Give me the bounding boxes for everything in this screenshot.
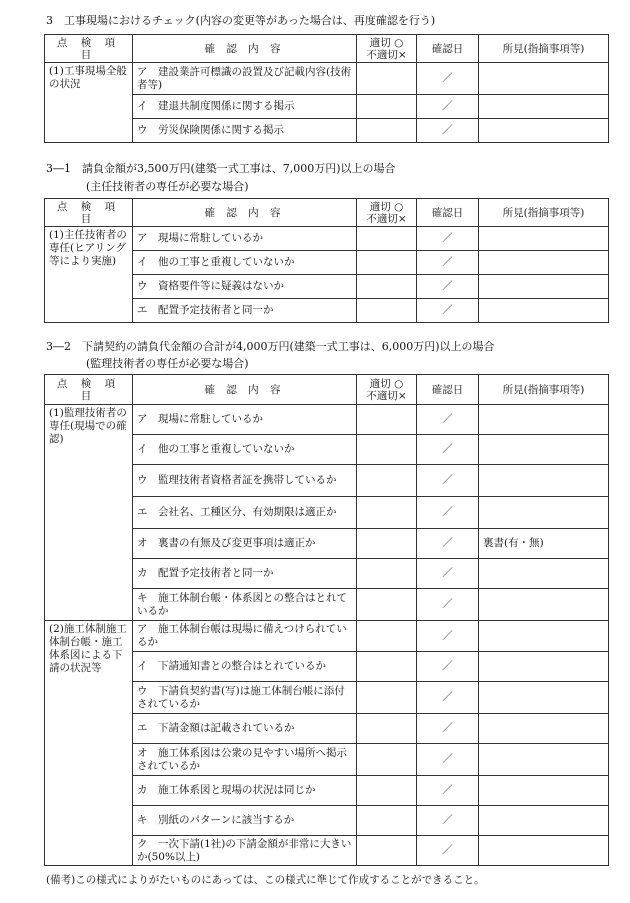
date-cell[interactable]: ／ xyxy=(417,589,479,621)
judge-cell[interactable] xyxy=(357,806,417,836)
check-content: エ 会社名、工種区分、有効期限は適正か xyxy=(133,497,357,529)
date-cell[interactable]: ／ xyxy=(417,405,479,435)
table-row xyxy=(45,63,609,95)
judge-cell[interactable] xyxy=(357,621,417,652)
judge-cell[interactable] xyxy=(357,63,417,95)
header-item: 点 検 項 目 xyxy=(45,35,133,63)
judge-cell[interactable] xyxy=(357,299,417,323)
check-content: ウ 資格要件等に疑義はないか xyxy=(133,275,357,299)
check-content: カ 配置予定技術者と同一か xyxy=(133,559,357,589)
judge-cell[interactable] xyxy=(357,682,417,714)
section1-table xyxy=(44,34,609,143)
remarks-cell[interactable] xyxy=(479,621,609,652)
check-content: エ 配置予定技術者と同一か xyxy=(133,299,357,323)
header-judge: 適切 ○ 不適切× xyxy=(357,35,417,63)
remarks-cell[interactable] xyxy=(479,227,609,251)
header-row xyxy=(45,35,609,63)
judge-cell[interactable] xyxy=(357,776,417,806)
judge-cell[interactable] xyxy=(357,95,417,119)
judge-cell[interactable] xyxy=(357,559,417,589)
table-row xyxy=(45,227,609,251)
judge-cell[interactable] xyxy=(357,497,417,529)
check-content: イ 他の工事と重複していないか xyxy=(133,251,357,275)
header-date: 確認日 xyxy=(417,35,479,63)
judge-cell[interactable] xyxy=(357,275,417,299)
remarks-cell[interactable] xyxy=(479,251,609,275)
remarks-cell[interactable] xyxy=(479,776,609,806)
date-cell[interactable]: ／ xyxy=(417,497,479,529)
header-content: 確 認 内 容 xyxy=(133,35,357,63)
check-content: ウ 労災保険関係に関する掲示 xyxy=(133,119,357,143)
remarks-cell[interactable] xyxy=(479,275,609,299)
remarks-cell[interactable]: 裏書(有・無) xyxy=(479,529,609,559)
check-content: イ 下請通知書との整合はとれているか xyxy=(133,652,357,682)
remarks-cell[interactable] xyxy=(479,836,609,866)
date-cell[interactable]: ／ xyxy=(417,63,479,95)
check-content: イ 他の工事と重複していないか xyxy=(133,435,357,465)
header-item: 点 検 項 目 xyxy=(45,199,133,227)
check-item: (1)主任技術者の専任(ヒアリング等により実施) xyxy=(45,227,133,323)
date-cell[interactable]: ／ xyxy=(417,227,479,251)
check-content: オ 施工体系図は公衆の見やすい場所へ掲示されているか xyxy=(133,744,357,776)
remarks-cell[interactable] xyxy=(479,744,609,776)
check-content: ア 現場に常駐しているか xyxy=(133,405,357,435)
header-item: 点 検 項 目 xyxy=(45,375,133,405)
header-date: 確認日 xyxy=(417,375,479,405)
date-cell[interactable]: ／ xyxy=(417,621,479,652)
check-content: オ 裏書の有無及び変更事項は適正か xyxy=(133,529,357,559)
header-judge: 適切 ○ 不適切× xyxy=(357,375,417,405)
header-row xyxy=(45,199,609,227)
check-item: (1)監理技術者の専任(現場での確認) xyxy=(45,405,133,621)
check-content: ア 施工体制台帳は現場に備えつけられているか xyxy=(133,621,357,652)
header-remarks: 所見(指摘事項等) xyxy=(479,375,609,405)
header-row xyxy=(45,375,609,405)
remarks-cell[interactable] xyxy=(479,589,609,621)
remarks-cell[interactable] xyxy=(479,95,609,119)
date-cell[interactable]: ／ xyxy=(417,776,479,806)
date-cell[interactable]: ／ xyxy=(417,836,479,866)
check-content: エ 下請金額は記載されているか xyxy=(133,714,357,744)
header-date: 確認日 xyxy=(417,199,479,227)
section1-title: 3 工事現場におけるチェック(内容の変更等があった場合は、再度確認を行う) xyxy=(46,14,436,27)
header-judge: 適切 ○ 不適切× xyxy=(357,199,417,227)
date-cell[interactable]: ／ xyxy=(417,529,479,559)
remarks-cell[interactable] xyxy=(479,119,609,143)
header-content: 確 認 内 容 xyxy=(133,199,357,227)
judge-cell[interactable] xyxy=(357,405,417,435)
check-item: (2)施工体制施工体制台帳・施工体系図による下請の状況等 xyxy=(45,621,133,866)
check-content: カ 施工体系図と現場の状況は同じか xyxy=(133,776,357,806)
check-content: キ 施工体制台帳・体系図との整合はとれているか xyxy=(133,589,357,621)
date-cell[interactable]: ／ xyxy=(417,744,479,776)
date-cell[interactable]: ／ xyxy=(417,465,479,497)
remarks-cell[interactable] xyxy=(479,559,609,589)
judge-cell[interactable] xyxy=(357,119,417,143)
judge-cell[interactable] xyxy=(357,714,417,744)
footnote: (備考)この様式によりがたいものにあっては、この様式に準じて作成することができること。 xyxy=(46,874,485,886)
table-row xyxy=(45,621,609,652)
date-cell[interactable]: ／ xyxy=(417,299,479,323)
date-cell[interactable]: ／ xyxy=(417,275,479,299)
check-content: キ 別紙のパターンに該当するか xyxy=(133,806,357,836)
remarks-cell[interactable] xyxy=(479,465,609,497)
section3-subtitle: (監理技術者の専任が必要な場合) xyxy=(86,357,249,370)
date-cell[interactable]: ／ xyxy=(417,119,479,143)
date-cell[interactable]: ／ xyxy=(417,95,479,119)
judge-cell[interactable] xyxy=(357,529,417,559)
judge-cell[interactable] xyxy=(357,227,417,251)
date-cell[interactable]: ／ xyxy=(417,682,479,714)
judge-cell[interactable] xyxy=(357,435,417,465)
check-content: ウ 監理技術者資格者証を携帯しているか xyxy=(133,465,357,497)
judge-cell[interactable] xyxy=(357,251,417,275)
check-content: ク 一次下請(1社)の下請金額が非常に大きいか(50%以上) xyxy=(133,836,357,866)
judge-cell[interactable] xyxy=(357,465,417,497)
date-cell[interactable]: ／ xyxy=(417,714,479,744)
date-cell[interactable]: ／ xyxy=(417,652,479,682)
section3-table xyxy=(44,374,609,866)
check-content: ウ 下請負契約書(写)は施工体制台帳に添付されているか xyxy=(133,682,357,714)
header-content: 確 認 内 容 xyxy=(133,375,357,405)
judge-cell[interactable] xyxy=(357,836,417,866)
remarks-cell[interactable] xyxy=(479,497,609,529)
check-content: イ 建退共制度関係に関する掲示 xyxy=(133,95,357,119)
judge-cell[interactable] xyxy=(357,744,417,776)
check-content: ア 建設業許可標識の設置及び記載内容(技術者等) xyxy=(133,63,357,95)
section2-title: 3―1 請負金額が3,500万円(建築一式工事は、7,000万円)以上の場合 xyxy=(46,162,396,175)
remarks-cell[interactable] xyxy=(479,652,609,682)
judge-cell[interactable] xyxy=(357,652,417,682)
section3-title: 3―2 下請契約の請負代金額の合計が4,000万円(建築一式工事は、6,000万円)以上の場合 xyxy=(46,340,495,353)
remarks-cell[interactable] xyxy=(479,435,609,465)
remarks-cell[interactable] xyxy=(479,405,609,435)
remarks-cell[interactable] xyxy=(479,63,609,95)
check-content: ア 現場に常駐しているか xyxy=(133,227,357,251)
remarks-cell[interactable] xyxy=(479,682,609,714)
judge-cell[interactable] xyxy=(357,589,417,621)
header-remarks: 所見(指摘事項等) xyxy=(479,35,609,63)
date-cell[interactable]: ／ xyxy=(417,435,479,465)
remarks-cell[interactable] xyxy=(479,714,609,744)
table-row xyxy=(45,405,609,435)
remarks-cell[interactable] xyxy=(479,806,609,836)
header-remarks: 所見(指摘事項等) xyxy=(479,199,609,227)
remarks-cell[interactable] xyxy=(479,299,609,323)
date-cell[interactable]: ／ xyxy=(417,251,479,275)
date-cell[interactable]: ／ xyxy=(417,559,479,589)
date-cell[interactable]: ／ xyxy=(417,806,479,836)
check-item: (1)工事現場全般の状況 xyxy=(45,63,133,143)
section2-table xyxy=(44,198,609,323)
section2-subtitle: (主任技術者の専任が必要な場合) xyxy=(86,180,249,193)
